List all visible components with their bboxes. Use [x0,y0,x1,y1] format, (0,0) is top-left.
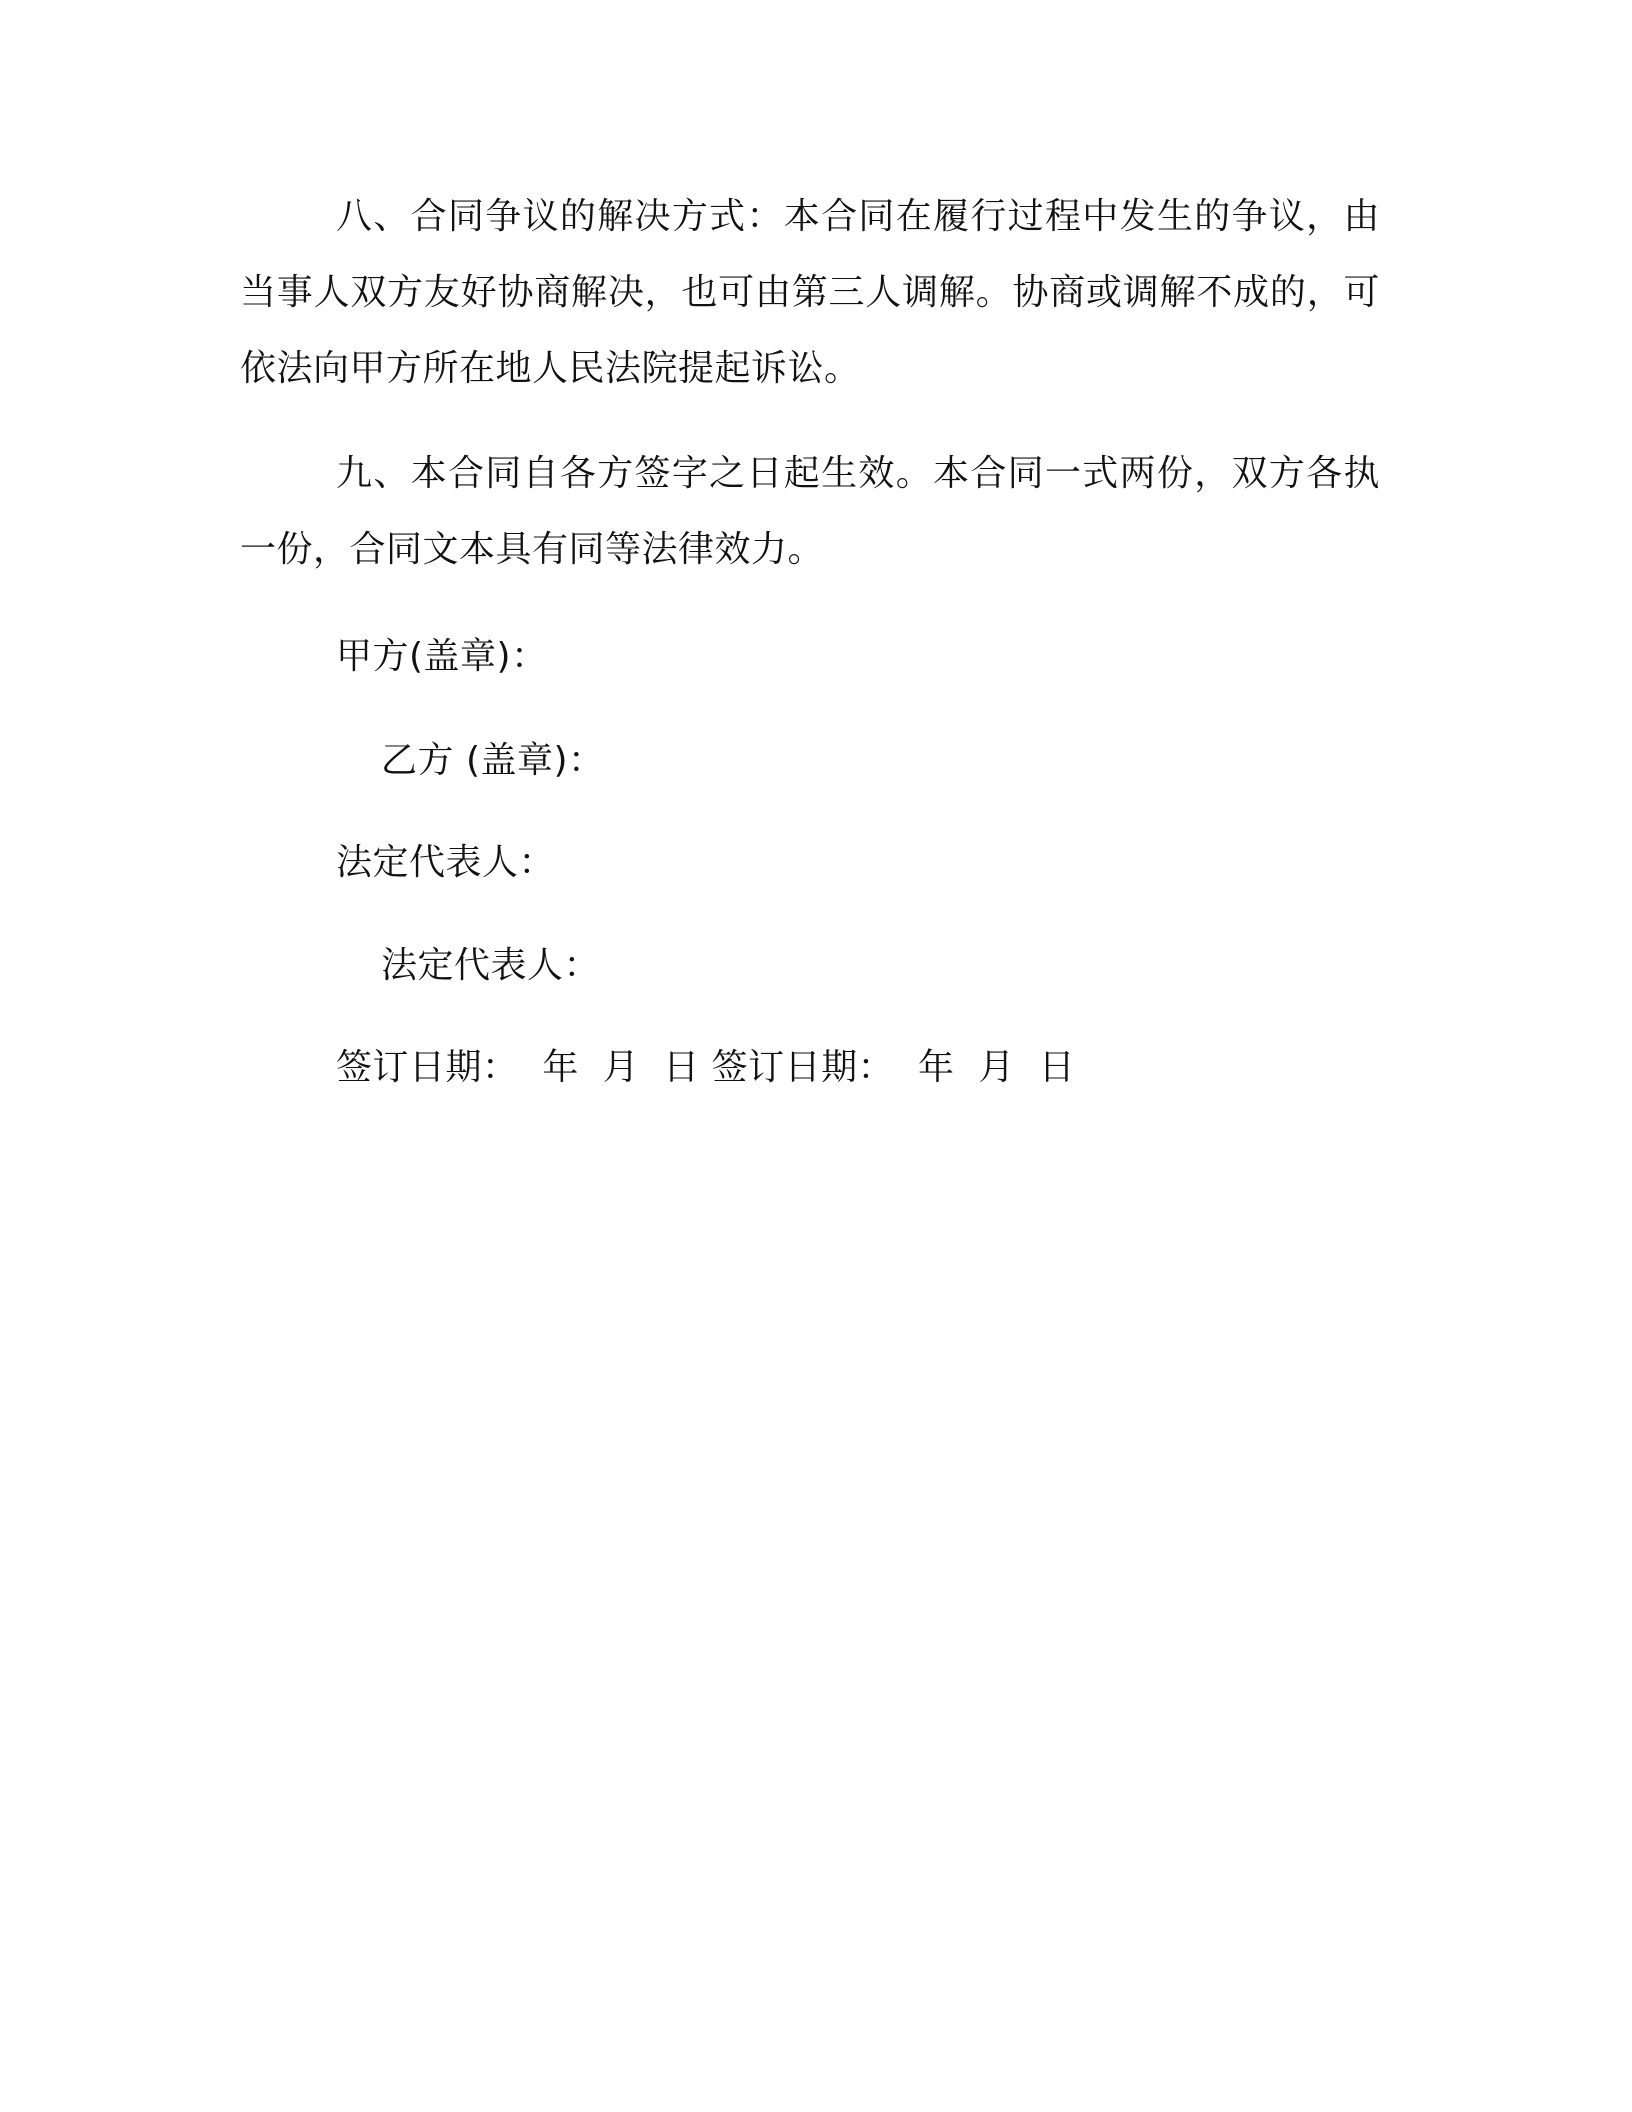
clause-9-effectiveness: 九、本合同自各方签字之日起生效。本合同一式两份，双方各执一份，合同文本具有同等法律效力。 [240,453,1380,570]
signing-date-line: 签订日期： 年 月 日 签订日期： 年 月 日 [336,1047,1076,1088]
party-b-seal-label: 乙方 (盖章)： [381,740,605,781]
party-b-legal-representative-label: 法定代表人： [381,945,601,986]
party-a-seal-label: 甲方(盖章)： [336,636,548,677]
clause-8-dispute-resolution: 八、合同争议的解决方式：本合同在履行过程中发生的争议，由当事人双方友好协商解决，也可由第三人调解。协商或调解不成的，可依法向甲方所在地人民法院提起诉讼。 [240,196,1380,389]
party-a-legal-representative-label: 法定代表人： [336,842,556,883]
